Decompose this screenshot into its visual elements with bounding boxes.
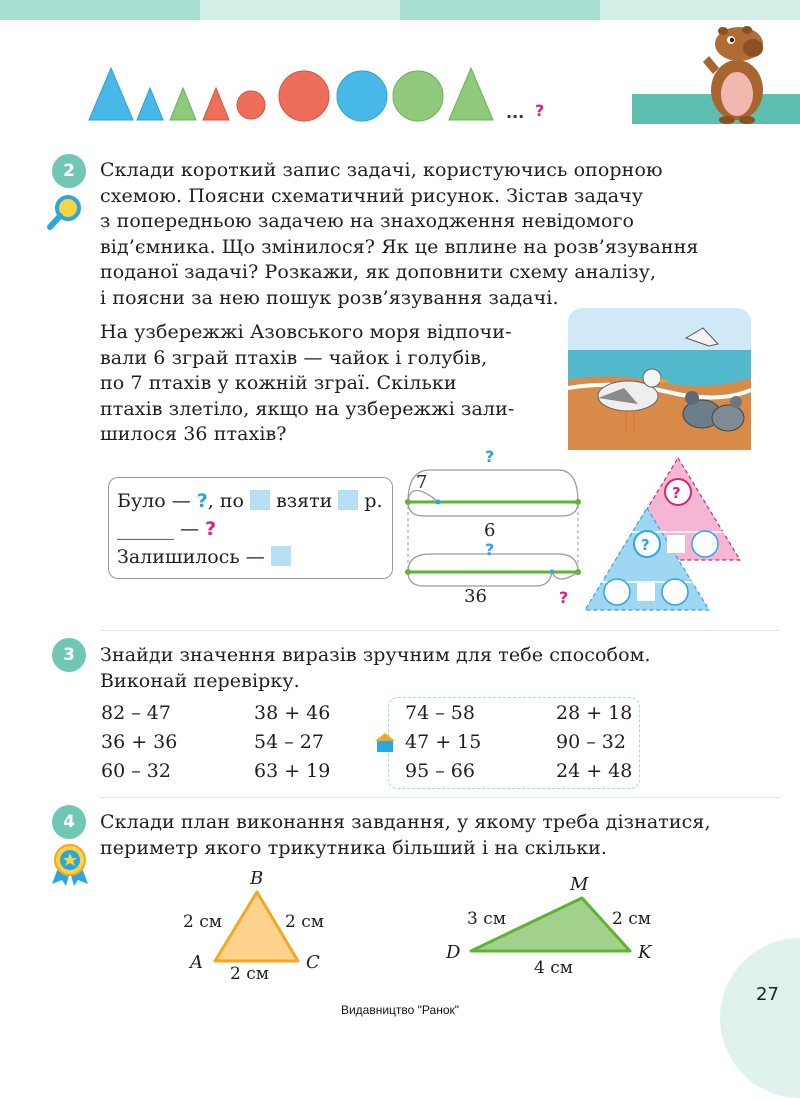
task-2-line: від’ємника. Що змінилося? Як це вплине на розв’язування <box>100 235 699 258</box>
diagram-seven: 7 <box>416 472 428 493</box>
blue-circle-large <box>337 71 387 121</box>
vertex-k-label: K <box>638 942 652 963</box>
blue-triangle-large <box>89 68 133 120</box>
vertex-a-label: A <box>190 952 203 973</box>
problem-line: по 7 птахів у кожній зграї. Скільки <box>100 372 457 394</box>
pyramid-square[interactable] <box>637 583 655 601</box>
side-bc-length: 2 см <box>285 912 324 932</box>
medal-star-icon <box>50 842 90 886</box>
top-bar-segment <box>400 0 600 20</box>
problem-line: шилося 36 птахів? <box>100 423 287 445</box>
record-vzyaty: взяти <box>276 490 333 512</box>
record-blank-line[interactable]: ______ — <box>117 518 200 540</box>
diagram-question-mid: ? <box>485 540 495 559</box>
page-corner-circle <box>720 938 800 1098</box>
diagram-question-top: ? <box>485 447 495 466</box>
task-4-line: Склади план виконання завдання, у якому треба дізнатися, <box>100 811 711 833</box>
sequence-dots: ... <box>506 103 525 122</box>
section-divider <box>100 797 780 798</box>
green-triangle-small <box>170 88 196 120</box>
red-circle-small <box>237 91 265 119</box>
red-circle-large <box>279 71 329 121</box>
capybara-mascot-icon <box>695 22 775 126</box>
side-ac-length: 2 см <box>230 964 269 984</box>
blue-triangle-small <box>137 88 163 120</box>
expression: 82 – 47 <box>101 702 171 724</box>
task-4-text <box>100 810 780 861</box>
vertex-c-label: C <box>306 952 320 973</box>
top-color-bar <box>0 0 800 20</box>
red-triangle-small <box>203 88 229 120</box>
task-2-line: схемою. Поясни схематичний рисунок. Зістав задачу <box>100 184 644 207</box>
task-2-problem <box>100 320 560 448</box>
record-blank-square[interactable] <box>271 546 291 566</box>
task-3-number: 3 <box>52 638 86 672</box>
record-question-pink: ? <box>205 518 217 540</box>
sequence-question: ? <box>535 101 545 120</box>
task-3-text <box>100 643 780 694</box>
expression: 36 + 36 <box>101 731 178 753</box>
green-circle-large <box>393 71 443 121</box>
task-4-line: периметр якого трикутника більший і на скільки. <box>100 836 608 859</box>
analysis-pyramid <box>583 456 743 614</box>
expression: 74 – 58 <box>405 702 475 724</box>
problem-line: На узбережжі Азовського моря відпочи- <box>100 321 512 343</box>
pyramid-circle[interactable] <box>662 579 688 605</box>
record-zalyshylos: Залишилось — <box>117 546 265 568</box>
top-brace <box>408 470 578 502</box>
expression: 47 + 15 <box>405 731 482 753</box>
expression: 28 + 18 <box>556 702 633 724</box>
vertex-m-label: M <box>570 874 589 895</box>
side-dk-length: 4 см <box>534 958 573 978</box>
task-2-line: з попередньою задачею на знаходження невідомого <box>100 210 635 232</box>
side-mk-length: 2 см <box>612 909 651 929</box>
record-line-1 <box>117 490 383 512</box>
green-triangle-large <box>449 68 493 120</box>
vertex-d-label: D <box>446 942 461 963</box>
record-blank-square[interactable] <box>338 490 358 510</box>
record-blank-square[interactable] <box>250 490 270 510</box>
house-icon <box>374 731 396 753</box>
top-bar-segment <box>600 0 800 20</box>
expression: 90 – 32 <box>556 731 626 753</box>
expression: 24 + 48 <box>556 760 633 782</box>
expression: 54 – 27 <box>254 731 324 753</box>
task-2-line: і поясни за нею пошук розв’язування задачі. <box>100 286 559 309</box>
side-ab-length: 2 см <box>183 912 222 932</box>
pyramid-question-top: ? <box>672 484 681 502</box>
shape-sequence <box>80 58 560 128</box>
page-number: 27 <box>756 984 779 1005</box>
top-bar-segment <box>200 0 400 20</box>
lower-brace <box>408 502 578 516</box>
problem-line: вали 6 зграй птахів — чайок і голубів, <box>100 346 488 369</box>
expression: 60 – 32 <box>101 760 171 782</box>
publisher: Видавництво "Ранок" <box>340 1003 460 1017</box>
segment-diagram <box>400 440 590 610</box>
task-2-line: Склади короткий запис задачі, користуючись опорною <box>100 159 663 181</box>
section-divider <box>100 630 780 631</box>
pyramid-circle[interactable] <box>692 531 718 557</box>
diagram-thirty-six: 36 <box>464 586 487 607</box>
pyramid-circle[interactable] <box>604 579 630 605</box>
problem-line: птахів злетіло, якщо на узбережжі зали- <box>100 397 515 420</box>
magnifier-icon <box>44 192 84 232</box>
record-bulo: Було — <box>117 490 191 512</box>
diagram-question-bottom: ? <box>559 588 569 607</box>
task-2-line: поданої задачі? Розкажи, як доповнити схему аналізу, <box>100 261 657 283</box>
expression: 38 + 46 <box>254 702 331 724</box>
seaside-birds-illustration <box>568 308 751 450</box>
expression: 95 – 66 <box>405 760 475 782</box>
task-4-number: 4 <box>52 805 86 839</box>
pyramid-square[interactable] <box>667 535 685 553</box>
task-3-line: Знайди значення виразів зручним для тебе способом. <box>100 644 651 666</box>
task-2-text <box>100 158 760 311</box>
pyramid-question-mid: ? <box>641 536 650 554</box>
top-bar-segment <box>0 0 200 20</box>
diagram-six: 6 <box>484 520 496 541</box>
record-po: , по <box>207 490 244 512</box>
side-dm-length: 3 см <box>467 909 506 929</box>
task-3-line: Виконай перевірку. <box>100 669 300 692</box>
record-r: р. <box>364 490 383 512</box>
expression: 63 + 19 <box>254 760 331 782</box>
record-line-2 <box>117 518 216 540</box>
vertex-b-label: B <box>250 868 264 889</box>
record-line-3 <box>117 546 291 568</box>
task-2-number: 2 <box>52 154 86 188</box>
record-question-blue: ? <box>196 490 208 512</box>
